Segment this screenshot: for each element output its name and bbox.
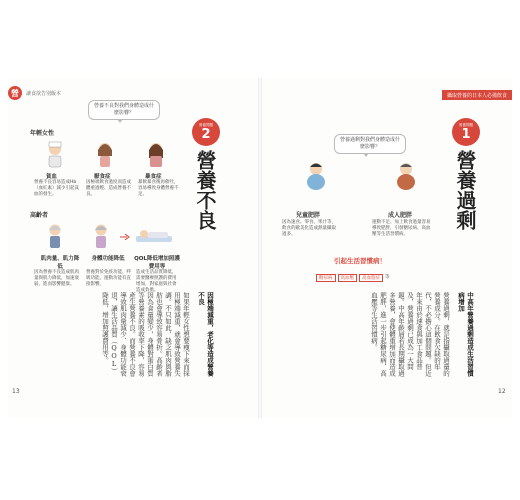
bed-figure-icon bbox=[134, 228, 174, 244]
adult-obesity-desc: 運動不足、加上飲食過量容易導致肥胖，引發糖尿病、高血壓等生活習慣病。 bbox=[372, 220, 431, 237]
left-badge bbox=[192, 118, 220, 146]
young-item-2-desc: 暴飲暴食後再催吐，容易導致身體營養不足。 bbox=[138, 180, 179, 197]
left-bubble-text: 營養不良對我們身體造成什麼影響？ bbox=[93, 103, 154, 116]
young-item-1-name: 厭食症 bbox=[94, 174, 111, 180]
right-badge-number: 1 bbox=[461, 127, 471, 142]
right-bubble bbox=[334, 134, 406, 154]
child-figure-icon bbox=[304, 160, 328, 190]
young-item-0-name: 貧血 bbox=[46, 174, 58, 180]
young-item-1-desc: 因極端飲食過度而造成體重過輕、造成營養不良。 bbox=[86, 180, 131, 197]
elder-item-0-name: 肌肉量、肌力降低 bbox=[40, 256, 80, 270]
man-figure-icon bbox=[394, 160, 418, 190]
elder-item-0-desc: 因為營養不良造成肌肉量與肌力降低，加速衰弱，進而影響健康。 bbox=[34, 270, 79, 287]
chef-figure-icon bbox=[44, 140, 66, 168]
right-title: 營養過剩 bbox=[453, 150, 477, 230]
woman2-figure-icon bbox=[145, 140, 167, 168]
right-subhead: 中高年營養過剩造成生活習慣病增加 bbox=[457, 292, 474, 377]
right-bubble-text: 營養過剩對我們身體造成什麼影響？ bbox=[339, 137, 400, 150]
left-page-number: 13 bbox=[12, 388, 20, 395]
adult-obesity-name: 成人肥胖 bbox=[388, 212, 413, 219]
child-obesity-desc: 因為速食、零食、果汁等，飲食的歐美化造成熱量攝取過多。 bbox=[282, 220, 336, 237]
young-item-0-desc: 營養不良容易造成Hb（血紅素）減少引起貧血的發生。 bbox=[34, 180, 79, 197]
right-badge bbox=[452, 118, 480, 146]
child-obesity-name: 兒童肥胖 bbox=[296, 212, 321, 219]
elder-item-2-name: QOL降低增加照護費用等 bbox=[134, 256, 180, 270]
elder-item-1-desc: 營養對於免疫功能、呼吸功能、運動功能有直接影響。 bbox=[86, 270, 131, 287]
left-header bbox=[8, 88, 148, 98]
woman-figure-icon bbox=[94, 140, 116, 168]
book-fold bbox=[258, 78, 262, 418]
tag-hypertension: 高血壓 bbox=[338, 274, 358, 282]
right-paragraph: 營養過剩，就是指攝取過量的營養成分。在飲食欠缺的年代，不必擔心這個問題。但近年來由於速食與加工食品普及，營養過剩已成為一大問題。中高年齡層若長期攝取過多營養，會使體重增加而造成肥胖，進一步引起糖尿病、高血壓等生活習慣病。 bbox=[370, 292, 450, 377]
elder-label: 高齡者 bbox=[30, 212, 49, 219]
left-bubble bbox=[88, 100, 160, 120]
right-header: 攝取營養的日本人必備飲食 bbox=[442, 90, 512, 100]
left-subhead: 因極端減重，老化等造成營養不良 bbox=[197, 292, 214, 377]
left-title: 營養不良 bbox=[193, 150, 217, 230]
tags-suffix: 等 bbox=[385, 275, 390, 280]
disease-tags bbox=[316, 274, 390, 282]
arrow-right-icon bbox=[120, 234, 130, 240]
callout: 引起生活習慣病！ bbox=[334, 257, 386, 265]
elder-woman-figure-icon bbox=[90, 222, 112, 250]
left-header-text: 讓食欲告別飯本 bbox=[26, 90, 62, 97]
right-page-number: 12 bbox=[498, 388, 506, 395]
left-paragraph: 如果年輕女性想要瘦下來而採用極端減重，就會導致營養失調。不只如此，缺乏肌肉與脂肪也會導致容易骨折。高齡者因為食量變少，身體對蛋白質等營養素的吸收率下降，容易產生營養不良。而營養不良會導致肌肉量減少、身體功能衰退，讓生活品質（QOL）降低，增加照護費用等。 bbox=[101, 292, 190, 377]
tag-hyperlipidemia: 高血脂症 bbox=[359, 274, 383, 282]
tag-diabetes: 糖尿病 bbox=[316, 274, 336, 282]
elder-figure-icon bbox=[44, 222, 66, 250]
right-badge-tag: 營養問題 bbox=[459, 123, 473, 127]
young-item-2-name: 暴食症 bbox=[145, 174, 162, 180]
young-women-label: 年輕女性 bbox=[30, 130, 55, 137]
header-logo-icon: 營 bbox=[8, 86, 22, 100]
elder-item-2-desc: 造成生活品質降低，需要醫療照護的費用增加，對家庭與社會造成負擔。 bbox=[136, 270, 177, 293]
elder-item-1-name: 身體功能降低 bbox=[91, 256, 125, 262]
left-badge-tag: 營養問題 bbox=[199, 123, 213, 127]
left-badge-number: 2 bbox=[201, 127, 211, 142]
